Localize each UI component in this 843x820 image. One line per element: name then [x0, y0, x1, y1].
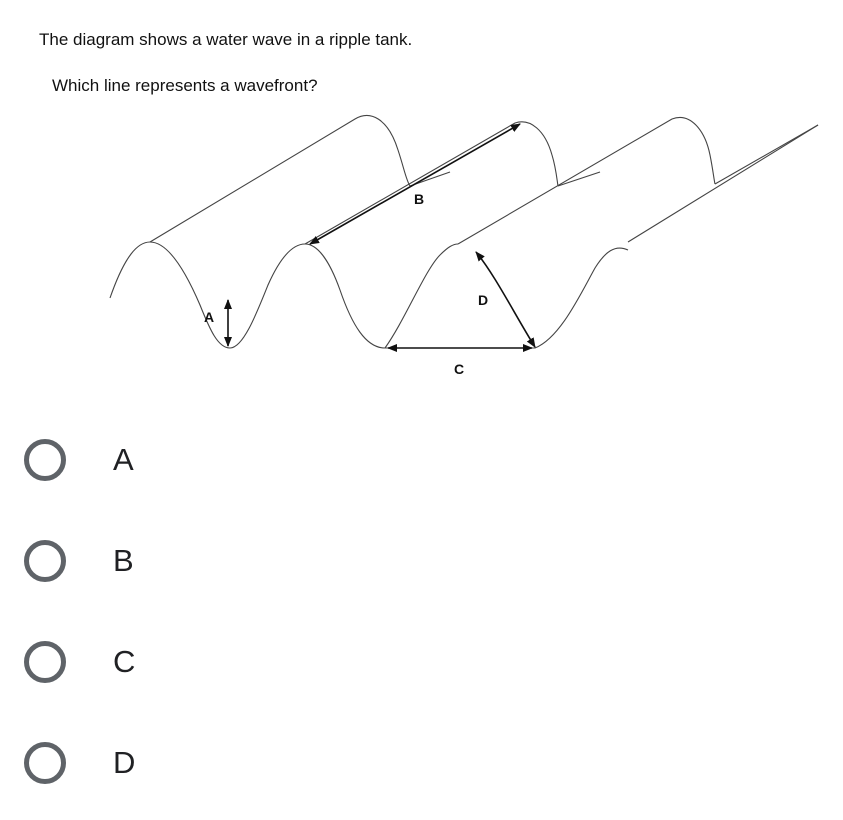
- label-c: C: [454, 361, 465, 377]
- question-prompt: Which line represents a wavefront?: [52, 76, 318, 95]
- option-label: D: [113, 745, 136, 780]
- wave-profile: [110, 242, 628, 348]
- question-image: [0, 0, 843, 400]
- option-d[interactable]: [24, 733, 324, 793]
- option-label: A: [113, 442, 134, 477]
- back-line-2: [715, 125, 818, 184]
- question-intro: The diagram shows a water wave in a ripple tank.: [39, 30, 413, 49]
- option-b[interactable]: [24, 531, 324, 591]
- label-d: D: [478, 292, 489, 308]
- back-line: [628, 125, 818, 242]
- radio-circle-icon[interactable]: [24, 439, 66, 481]
- radio-circle-icon[interactable]: [24, 641, 66, 683]
- trough-line-2: [558, 172, 600, 186]
- option-label: C: [113, 644, 136, 679]
- crest-3-front: [385, 244, 458, 348]
- crest-1-back: [150, 116, 410, 242]
- option-a[interactable]: [24, 430, 324, 490]
- label-a: A: [204, 309, 215, 325]
- radio-circle-icon[interactable]: [24, 742, 66, 784]
- option-label: B: [113, 543, 134, 578]
- option-c[interactable]: [24, 632, 324, 692]
- ripple-tank-wave-diagram: [0, 0, 843, 400]
- label-b: B: [414, 191, 425, 207]
- crest-3-line: [458, 117, 715, 244]
- radio-circle-icon[interactable]: [24, 540, 66, 582]
